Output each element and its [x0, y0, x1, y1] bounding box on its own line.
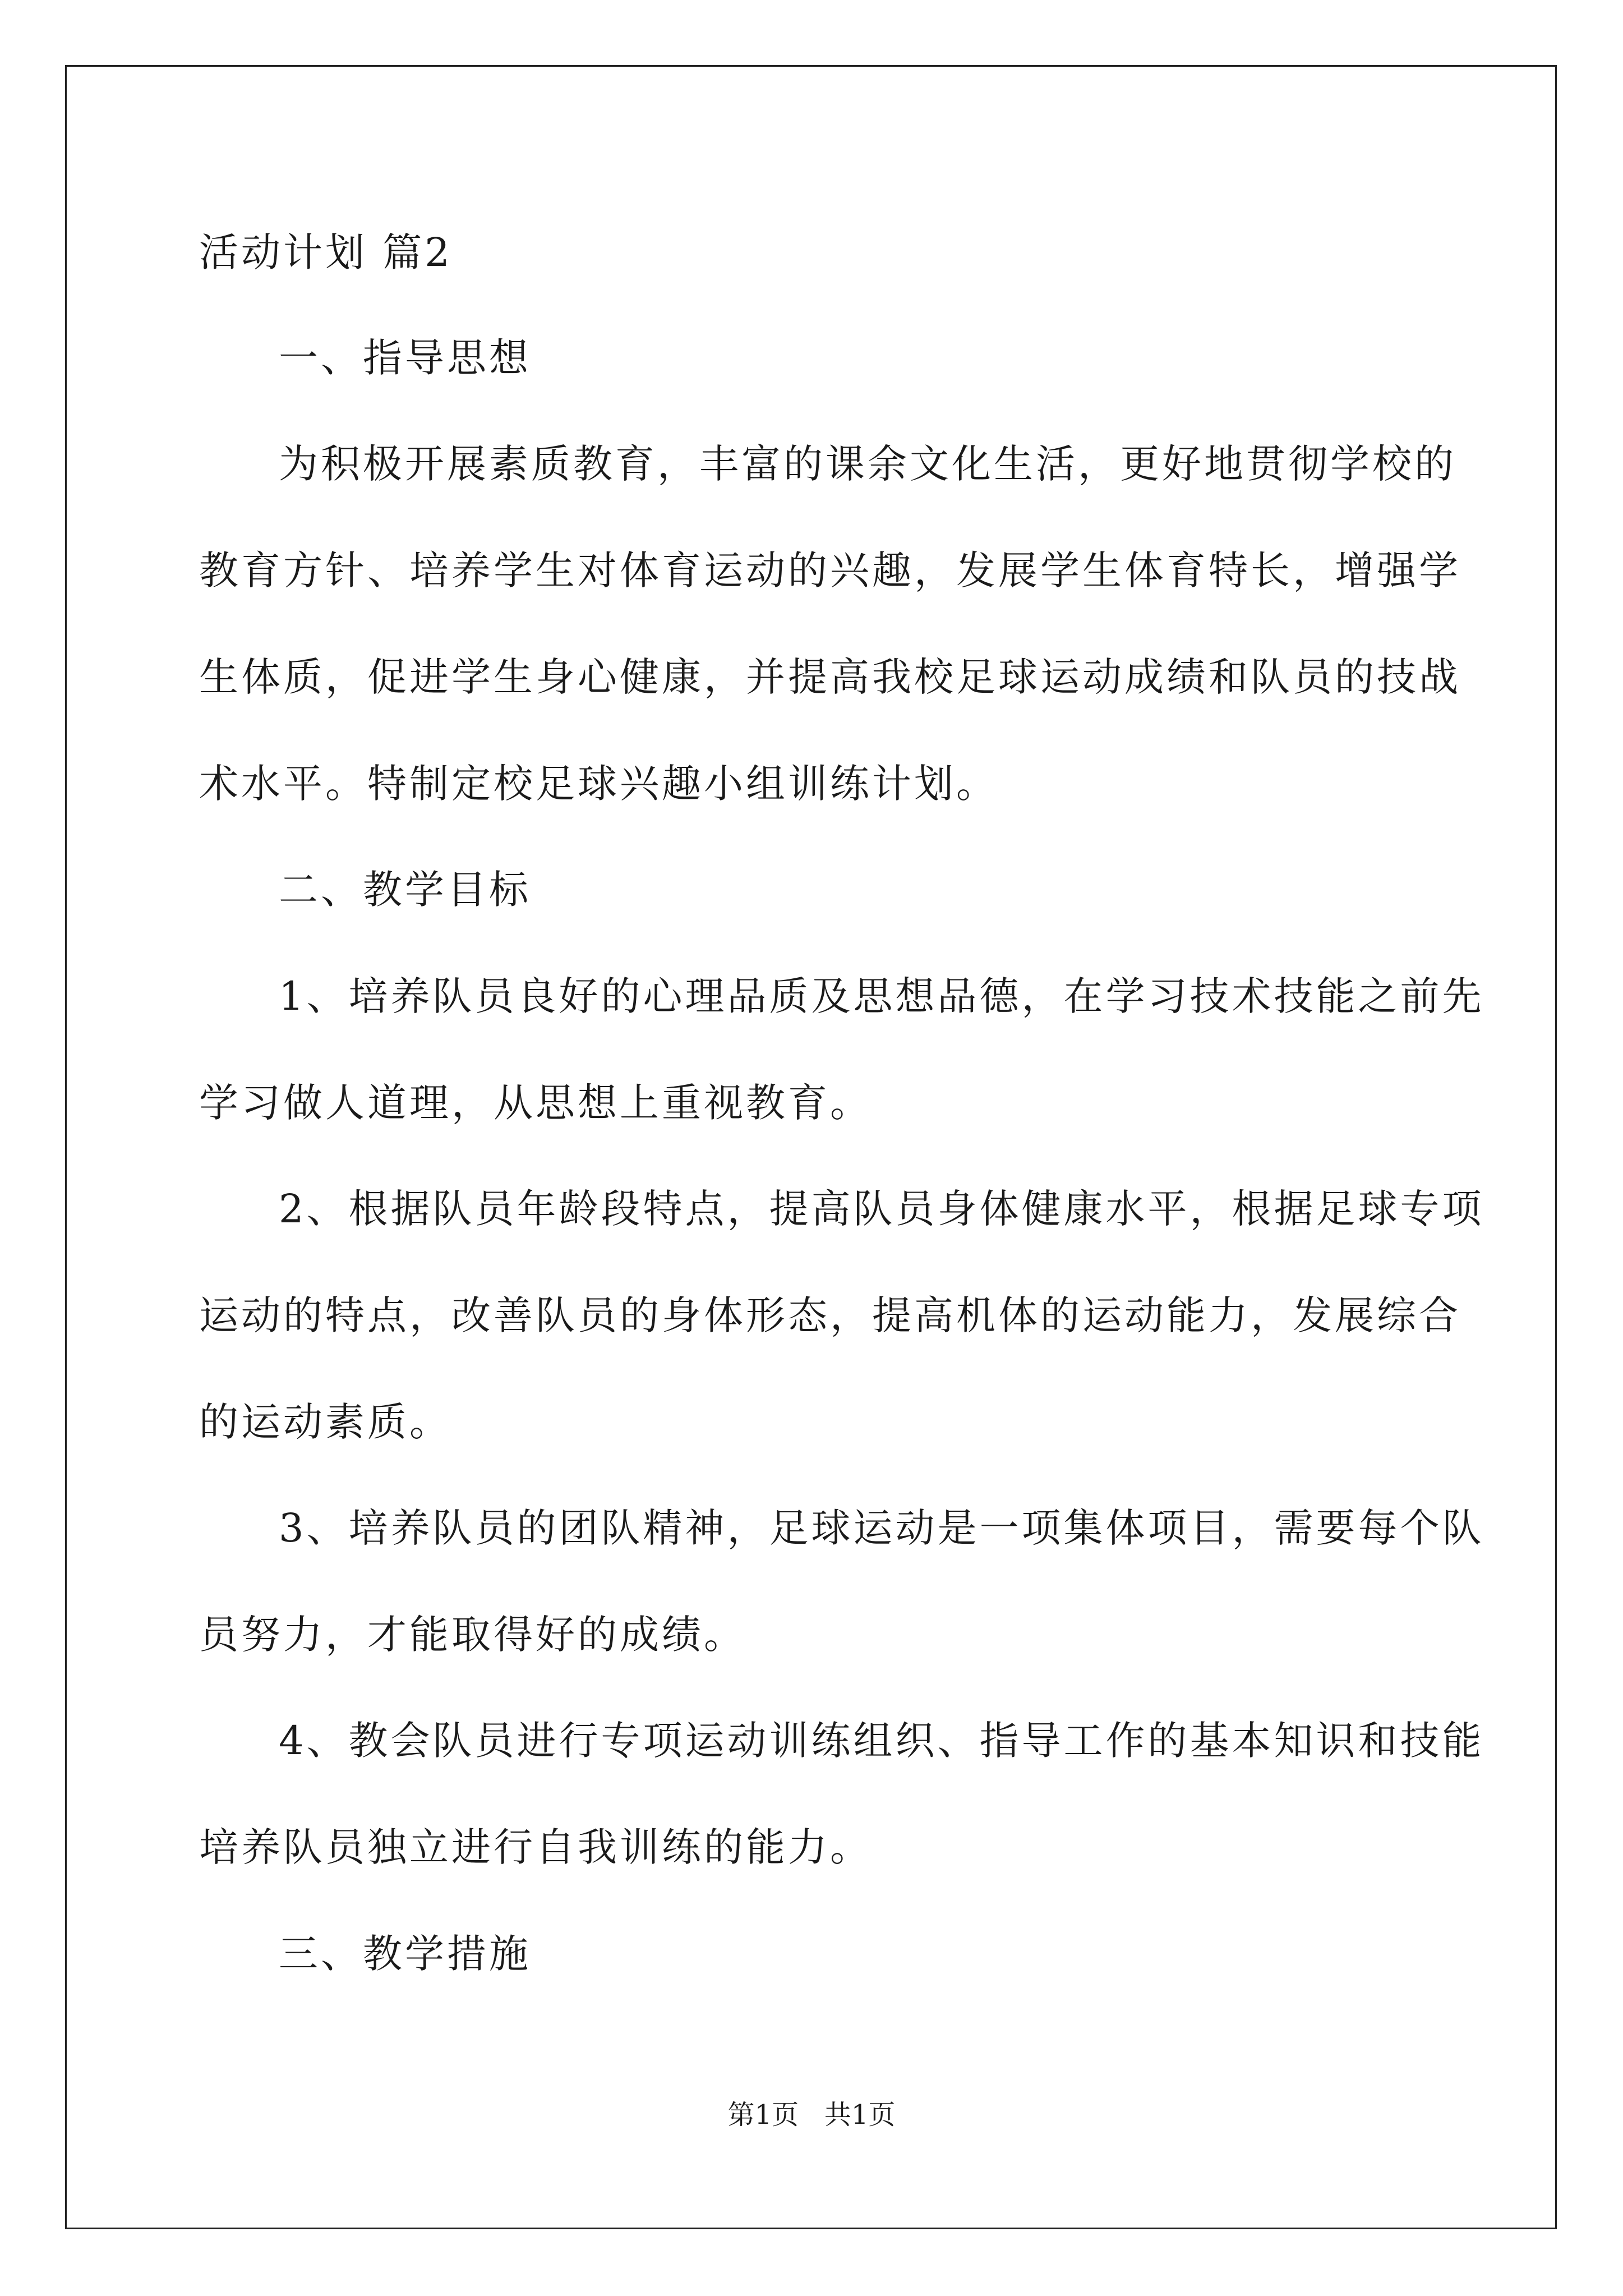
paragraph-line: 4、教会队员进行专项运动训练组织、指导工作的基本知识和技能: [279, 1718, 1484, 1764]
page-border: [65, 65, 1557, 2229]
paragraph-line: 1、培养队员良好的心理品质及思想品德，在学习技术技能之前先: [279, 973, 1484, 1019]
paragraph-line: 的运动素质。: [199, 1399, 451, 1445]
paragraph-line: 教育方针、培养学生对体育运动的兴趣，发展学生体育特长，增强学: [199, 547, 1461, 593]
section-heading-3: 三、教学措施: [279, 1931, 531, 1977]
document-title: 活动计划 篇2: [199, 229, 453, 275]
paragraph-line: 为积极开展素质教育，丰富的课余文化生活，更好地贯彻学校的: [279, 441, 1456, 487]
paragraph-line: 2、根据队员年龄段特点，提高队员身体健康水平，根据足球专项: [279, 1186, 1484, 1232]
paragraph-line: 生体质，促进学生身心健康，并提高我校足球运动成绩和队员的技战: [199, 654, 1461, 700]
paragraph-line: 培养队员独立进行自我训练的能力。: [199, 1824, 872, 1870]
section-heading-1: 一、指导思想: [279, 335, 531, 381]
paragraph-line: 学习做人道理，从思想上重视教育。: [199, 1080, 872, 1126]
paragraph-line: 员努力，才能取得好的成绩。: [199, 1612, 746, 1658]
paragraph-line: 3、培养队员的团队精神，足球运动是一项集体项目，需要每个队: [279, 1505, 1484, 1551]
page-number-footer: 第1页 共1页: [727, 2099, 896, 2131]
paragraph-line: 运动的特点，改善队员的身体形态，提高机体的运动能力，发展综合: [199, 1292, 1461, 1338]
paragraph-line: 术水平。特制定校足球兴趣小组训练计划。: [199, 761, 998, 807]
section-heading-2: 二、教学目标: [279, 867, 531, 913]
